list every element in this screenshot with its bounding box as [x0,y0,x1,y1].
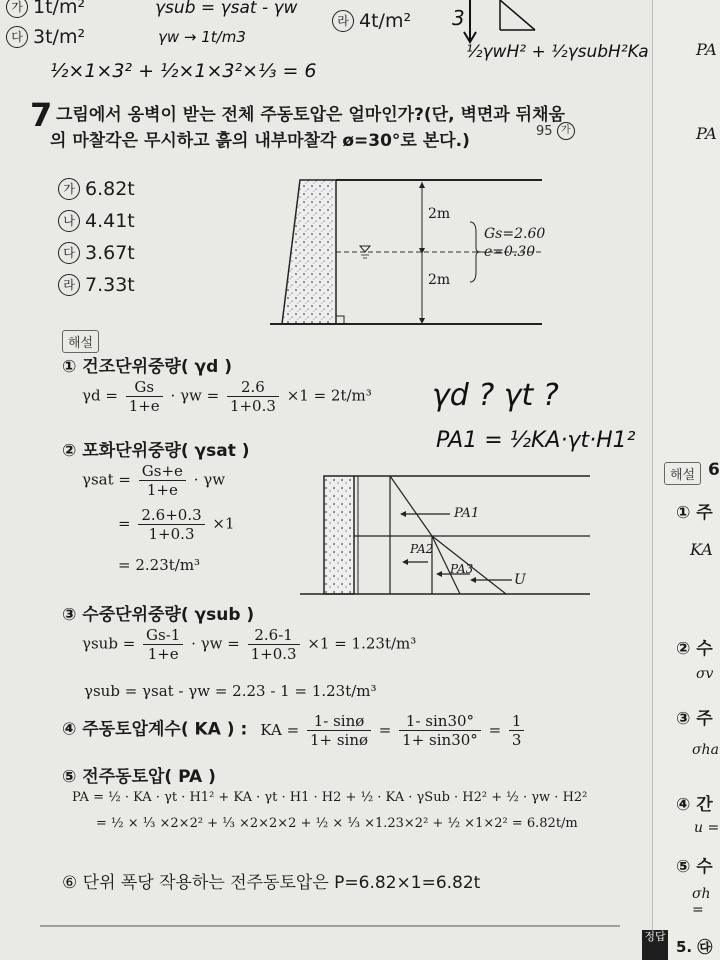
right-step3: ③ 주 [676,709,713,729]
step5-equation-1: PA = ½ · KA · γt · H1² + KA · γt · H1 · H2 + ½ · KA · γSub · H2² + ½ · γw · H2² [72,790,588,805]
step3-title: ③ 수중단위중량( γsub ) [62,605,255,625]
right-solution-number: 6 [708,460,720,480]
pressure-diagram-figure [300,470,600,600]
u-label: U [514,572,526,588]
bottom-divider [40,920,620,932]
option-da-prev: 다 3t/m² [6,26,85,48]
right-step1: ① 주 [676,503,713,523]
height-label-top: 2m [428,206,451,222]
question-line-1: 그림에서 옹벽이 받는 전체 주동토압은 얼마인가?(단, 벽면과 뒤채움 [56,105,565,125]
option-2: 나 4.41t [58,210,135,232]
option-3: 다 3.67t [58,242,135,264]
right-step2: ② 수 [676,639,713,659]
handwritten-note-gw: γw → 1t/m3 [158,28,246,46]
solution-badge: 해설 [62,330,99,353]
step4-line: ④ 주동토압계수( KA ) : KA = $\frac{1- \sin ø}{1+ \sin ø}$ = $\frac{1- \sin 30^\circ}{1+ \sin 30^\circ}$ = $\frac{1}{3}$ [62,712,527,749]
handwritten-question: γd ? γt ? [432,378,559,413]
right-u: u = [694,820,720,836]
right-solution-badge: 해설 [664,462,701,485]
right-sv: σv [696,666,714,682]
right-pa-b: PA [696,124,717,143]
option-ga-prev: 가 1t/m² [6,0,85,18]
step6-line: ⑥ 단위 폭당 작용하는 전주동토압은 P=6.82×1=6.82t [62,873,481,893]
step2-equation-2: = $\frac{2.6+0.3}{1+0.3}$ ×1 [118,506,235,543]
handwritten-formula-top: ½γwH² + ½γsubH²Ka [466,42,649,62]
pa1-label: PA1 [454,506,480,521]
answer-tag: 정답 [642,930,668,960]
pa3-label: PA3 [450,562,474,576]
handwritten-3: 3 [452,6,465,30]
option-4: 라 7.33t [58,274,135,296]
handwritten-calc: ½×1×3² + ½×1×3²×⅓ = 6 [50,60,317,82]
right-pa-a: PA [696,40,717,59]
step3-equation-2: γsub = γsat - γw = 2.23 - 1 = 1.23t/m³ [84,682,377,700]
right-step4: ④ 간 [676,795,713,815]
question-number: 7 [30,96,53,134]
handwritten-pa1-formula: PA1 = ½KA·γt·H1² [436,428,636,453]
answer-value: 5. ㉰ [676,938,713,956]
right-ka: KA [690,540,713,559]
option-ra-prev: 라 4t/m² [332,10,411,32]
right-step5: ⑤ 수 [676,857,713,877]
step2-title: ② 포화단위중량( γsat ) [62,441,250,461]
step2-result: = 2.23t/m³ [118,556,201,574]
step3-equation: γsub = $\frac{Gs-1}{1+e}$ · γw = $\frac{2.6-1}{1+0.3}$ ×1 = 1.23t/m³ [82,626,417,663]
step2-equation: γsat = $\frac{Gs+e}{1+e}$ · γw [82,462,226,499]
step5-equation-2: = ½ × ⅓ ×2×2² + ⅓ ×2×2×2 + ½ × ⅓ ×1.23×2² + ½ ×1×2² = 6.82t/m [96,816,578,831]
height-label-bottom: 2m [428,272,451,288]
void-ratio-label: e=0.30 [484,244,536,260]
pa2-label: PA2 [410,542,434,556]
question-line-2: 의 마찰각은 무시하고 흙의 내부마찰각 ø=30°로 본다.) [50,131,470,151]
right-sha: σha [692,742,719,758]
handwritten-note-gsub: γsub = γsat - γw [155,0,298,18]
step1-equation: γd = $\frac{Gs}{1+e}$ · γw = $\frac{2.6}{1+0.3}$ ×1 = 2t/m³ [82,378,372,415]
option-1: 가 6.82t [58,178,135,200]
gs-label: Gs=2.60 [484,226,546,242]
step4-title: ④ 주동토압계수( KA ) : [62,719,248,740]
step5-title: ⑤ 전주동토압( PA ) [62,767,216,787]
step1-title: ① 건조단위중량( γd ) [62,357,232,377]
exam-year-tag: 95 가 [536,122,580,140]
right-sh: σh = [692,886,711,918]
